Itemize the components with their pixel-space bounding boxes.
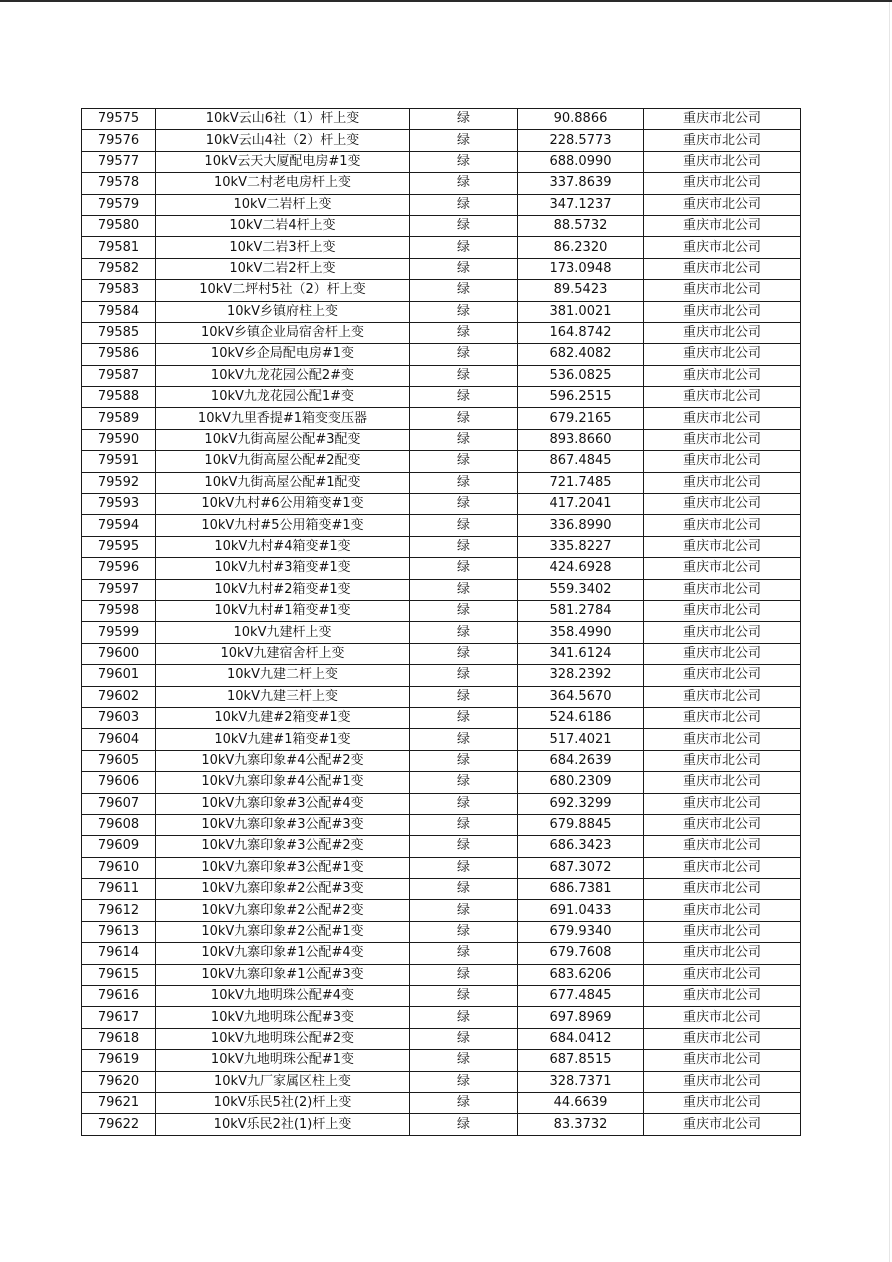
transformer-name-cell: 10kV九村#3箱变#1变	[156, 558, 410, 579]
value-cell: 687.3072	[518, 857, 644, 878]
value-cell: 44.6639	[518, 1092, 644, 1113]
table-row	[82, 622, 801, 643]
row-id-cell: 79622	[82, 1114, 156, 1135]
company-cell: 重庆市北公司	[644, 109, 801, 130]
table-row	[82, 237, 801, 258]
value-cell: 581.2784	[518, 600, 644, 621]
table-row	[82, 472, 801, 493]
company-cell: 重庆市北公司	[644, 515, 801, 536]
table-row	[82, 750, 801, 771]
company-cell: 重庆市北公司	[644, 750, 801, 771]
status-color-cell: 绿	[410, 857, 518, 878]
value-cell: 88.5732	[518, 215, 644, 236]
company-cell: 重庆市北公司	[644, 130, 801, 151]
company-cell: 重庆市北公司	[644, 986, 801, 1007]
value-cell: 381.0021	[518, 301, 644, 322]
status-color-cell: 绿	[410, 921, 518, 942]
company-cell: 重庆市北公司	[644, 451, 801, 472]
company-cell: 重庆市北公司	[644, 943, 801, 964]
transformer-name-cell: 10kV二岩2杆上变	[156, 258, 410, 279]
status-color-cell: 绿	[410, 643, 518, 664]
table-row	[82, 109, 801, 130]
status-color-cell: 绿	[410, 301, 518, 322]
row-id-cell: 79587	[82, 365, 156, 386]
table-row	[82, 1028, 801, 1049]
status-color-cell: 绿	[410, 1071, 518, 1092]
status-color-cell: 绿	[410, 408, 518, 429]
table-row	[82, 900, 801, 921]
company-cell: 重庆市北公司	[644, 429, 801, 450]
company-cell: 重庆市北公司	[644, 665, 801, 686]
transformer-name-cell: 10kV九龙花园公配2#变	[156, 365, 410, 386]
transformer-name-cell: 10kV九地明珠公配#3变	[156, 1007, 410, 1028]
table-row	[82, 130, 801, 151]
row-id-cell: 79615	[82, 964, 156, 985]
transformer-name-cell: 10kV九建二杆上变	[156, 665, 410, 686]
value-cell: 83.3732	[518, 1114, 644, 1135]
company-cell: 重庆市北公司	[644, 494, 801, 515]
status-color-cell: 绿	[410, 429, 518, 450]
status-color-cell: 绿	[410, 365, 518, 386]
row-id-cell: 79606	[82, 772, 156, 793]
value-cell: 682.4082	[518, 344, 644, 365]
company-cell: 重庆市北公司	[644, 622, 801, 643]
status-color-cell: 绿	[410, 109, 518, 130]
company-cell: 重庆市北公司	[644, 408, 801, 429]
value-cell: 893.8660	[518, 429, 644, 450]
transformer-name-cell: 10kV九地明珠公配#2变	[156, 1028, 410, 1049]
status-color-cell: 绿	[410, 665, 518, 686]
company-cell: 重庆市北公司	[644, 900, 801, 921]
row-id-cell: 79581	[82, 237, 156, 258]
transformer-name-cell: 10kV云山4社（2）杆上变	[156, 130, 410, 151]
value-cell: 677.4845	[518, 986, 644, 1007]
value-cell: 679.2165	[518, 408, 644, 429]
company-cell: 重庆市北公司	[644, 322, 801, 343]
row-id-cell: 79576	[82, 130, 156, 151]
value-cell: 559.3402	[518, 579, 644, 600]
row-id-cell: 79601	[82, 665, 156, 686]
status-color-cell: 绿	[410, 173, 518, 194]
transformer-name-cell: 10kV九建#2箱变#1变	[156, 707, 410, 728]
table-row	[82, 986, 801, 1007]
table-row	[82, 258, 801, 279]
value-cell: 86.2320	[518, 237, 644, 258]
row-id-cell: 79589	[82, 408, 156, 429]
value-cell: 328.2392	[518, 665, 644, 686]
value-cell: 347.1237	[518, 194, 644, 215]
transformer-name-cell: 10kV九建三杆上变	[156, 686, 410, 707]
company-cell: 重庆市北公司	[644, 1007, 801, 1028]
table-row	[82, 1092, 801, 1113]
value-cell: 679.8845	[518, 814, 644, 835]
status-color-cell: 绿	[410, 793, 518, 814]
row-id-cell: 79609	[82, 836, 156, 857]
table-row	[82, 301, 801, 322]
table-row	[82, 387, 801, 408]
row-id-cell: 79605	[82, 750, 156, 771]
company-cell: 重庆市北公司	[644, 472, 801, 493]
transformer-name-cell: 10kV九寨印象#3公配#1变	[156, 857, 410, 878]
status-color-cell: 绿	[410, 237, 518, 258]
row-id-cell: 79614	[82, 943, 156, 964]
row-id-cell: 79597	[82, 579, 156, 600]
table-row	[82, 1114, 801, 1135]
value-cell: 679.7608	[518, 943, 644, 964]
company-cell: 重庆市北公司	[644, 151, 801, 172]
status-color-cell: 绿	[410, 579, 518, 600]
row-id-cell: 79620	[82, 1071, 156, 1092]
company-cell: 重庆市北公司	[644, 258, 801, 279]
row-id-cell: 79577	[82, 151, 156, 172]
row-id-cell: 79610	[82, 857, 156, 878]
row-id-cell: 79593	[82, 494, 156, 515]
table-row	[82, 686, 801, 707]
row-id-cell: 79584	[82, 301, 156, 322]
company-cell: 重庆市北公司	[644, 729, 801, 750]
company-cell: 重庆市北公司	[644, 879, 801, 900]
table-row	[82, 665, 801, 686]
row-id-cell: 79607	[82, 793, 156, 814]
table-row	[82, 429, 801, 450]
table-row	[82, 814, 801, 835]
transformer-name-cell: 10kV九街高屋公配#1配变	[156, 472, 410, 493]
status-color-cell: 绿	[410, 1028, 518, 1049]
value-cell: 691.0433	[518, 900, 644, 921]
transformer-name-cell: 10kV九寨印象#1公配#4变	[156, 943, 410, 964]
row-id-cell: 79599	[82, 622, 156, 643]
transformer-name-cell: 10kV二坪村5社（2）杆上变	[156, 280, 410, 301]
status-color-cell: 绿	[410, 130, 518, 151]
value-cell: 358.4990	[518, 622, 644, 643]
row-id-cell: 79596	[82, 558, 156, 579]
company-cell: 重庆市北公司	[644, 237, 801, 258]
table-row	[82, 643, 801, 664]
company-cell: 重庆市北公司	[644, 301, 801, 322]
table-row	[82, 451, 801, 472]
status-color-cell: 绿	[410, 536, 518, 557]
transformer-name-cell: 10kV九寨印象#1公配#3变	[156, 964, 410, 985]
table-row	[82, 964, 801, 985]
row-id-cell: 79616	[82, 986, 156, 1007]
table-row	[82, 836, 801, 857]
company-cell: 重庆市北公司	[644, 686, 801, 707]
transformer-name-cell: 10kV云天大厦配电房#1变	[156, 151, 410, 172]
transformer-name-cell: 10kV二村老电房杆上变	[156, 173, 410, 194]
value-cell: 867.4845	[518, 451, 644, 472]
transformer-name-cell: 10kV九寨印象#4公配#1变	[156, 772, 410, 793]
transformer-table	[81, 108, 801, 1136]
value-cell: 721.7485	[518, 472, 644, 493]
value-cell: 536.0825	[518, 365, 644, 386]
transformer-name-cell: 10kV九寨印象#2公配#2变	[156, 900, 410, 921]
status-color-cell: 绿	[410, 322, 518, 343]
status-color-cell: 绿	[410, 494, 518, 515]
value-cell: 417.2041	[518, 494, 644, 515]
company-cell: 重庆市北公司	[644, 772, 801, 793]
row-id-cell: 79578	[82, 173, 156, 194]
table-row	[82, 729, 801, 750]
transformer-name-cell: 10kV九街高屋公配#2配变	[156, 451, 410, 472]
status-color-cell: 绿	[410, 943, 518, 964]
row-id-cell: 79602	[82, 686, 156, 707]
status-color-cell: 绿	[410, 707, 518, 728]
status-color-cell: 绿	[410, 600, 518, 621]
table-row	[82, 707, 801, 728]
company-cell: 重庆市北公司	[644, 344, 801, 365]
value-cell: 337.8639	[518, 173, 644, 194]
row-id-cell: 79586	[82, 344, 156, 365]
transformer-name-cell: 10kV九村#4箱变#1变	[156, 536, 410, 557]
transformer-name-cell: 10kV九寨印象#2公配#3变	[156, 879, 410, 900]
status-color-cell: 绿	[410, 344, 518, 365]
transformer-name-cell: 10kV九建宿舍杆上变	[156, 643, 410, 664]
row-id-cell: 79598	[82, 600, 156, 621]
row-id-cell: 79612	[82, 900, 156, 921]
company-cell: 重庆市北公司	[644, 1114, 801, 1135]
table-row	[82, 558, 801, 579]
status-color-cell: 绿	[410, 1050, 518, 1071]
row-id-cell: 79575	[82, 109, 156, 130]
status-color-cell: 绿	[410, 387, 518, 408]
row-id-cell: 79591	[82, 451, 156, 472]
table-row	[82, 536, 801, 557]
row-id-cell: 79613	[82, 921, 156, 942]
status-color-cell: 绿	[410, 750, 518, 771]
status-color-cell: 绿	[410, 558, 518, 579]
status-color-cell: 绿	[410, 1114, 518, 1135]
transformer-name-cell: 10kV九街高屋公配#3配变	[156, 429, 410, 450]
company-cell: 重庆市北公司	[644, 793, 801, 814]
company-cell: 重庆市北公司	[644, 194, 801, 215]
value-cell: 687.8515	[518, 1050, 644, 1071]
table-row	[82, 344, 801, 365]
table-row	[82, 365, 801, 386]
transformer-name-cell: 10kV二岩杆上变	[156, 194, 410, 215]
status-color-cell: 绿	[410, 879, 518, 900]
status-color-cell: 绿	[410, 1092, 518, 1113]
row-id-cell: 79608	[82, 814, 156, 835]
company-cell: 重庆市北公司	[644, 280, 801, 301]
company-cell: 重庆市北公司	[644, 643, 801, 664]
company-cell: 重庆市北公司	[644, 964, 801, 985]
company-cell: 重庆市北公司	[644, 365, 801, 386]
transformer-name-cell: 10kV九寨印象#3公配#3变	[156, 814, 410, 835]
company-cell: 重庆市北公司	[644, 1071, 801, 1092]
table-row	[82, 1007, 801, 1028]
status-color-cell: 绿	[410, 472, 518, 493]
transformer-name-cell: 10kV九建杆上变	[156, 622, 410, 643]
page-top-border	[0, 0, 892, 2]
value-cell: 424.6928	[518, 558, 644, 579]
company-cell: 重庆市北公司	[644, 1028, 801, 1049]
status-color-cell: 绿	[410, 772, 518, 793]
transformer-name-cell: 10kV九村#5公用箱变#1变	[156, 515, 410, 536]
company-cell: 重庆市北公司	[644, 707, 801, 728]
value-cell: 364.5670	[518, 686, 644, 707]
transformer-name-cell: 10kV九村#6公用箱变#1变	[156, 494, 410, 515]
transformer-name-cell: 10kV九地明珠公配#4变	[156, 986, 410, 1007]
table-row	[82, 857, 801, 878]
value-cell: 517.4021	[518, 729, 644, 750]
status-color-cell: 绿	[410, 686, 518, 707]
table-row	[82, 921, 801, 942]
company-cell: 重庆市北公司	[644, 387, 801, 408]
transformer-name-cell: 10kV九厂家属区柱上变	[156, 1071, 410, 1092]
row-id-cell: 79583	[82, 280, 156, 301]
status-color-cell: 绿	[410, 729, 518, 750]
status-color-cell: 绿	[410, 986, 518, 1007]
value-cell: 688.0990	[518, 151, 644, 172]
transformer-name-cell: 10kV九寨印象#3公配#4变	[156, 793, 410, 814]
row-id-cell: 79579	[82, 194, 156, 215]
table-row	[82, 943, 801, 964]
company-cell: 重庆市北公司	[644, 215, 801, 236]
value-cell: 524.6186	[518, 707, 644, 728]
transformer-name-cell: 10kV乡企局配电房#1变	[156, 344, 410, 365]
row-id-cell: 79611	[82, 879, 156, 900]
value-cell: 335.8227	[518, 536, 644, 557]
company-cell: 重庆市北公司	[644, 1050, 801, 1071]
status-color-cell: 绿	[410, 451, 518, 472]
transformer-name-cell: 10kV乡镇企业局宿舍杆上变	[156, 322, 410, 343]
status-color-cell: 绿	[410, 836, 518, 857]
status-color-cell: 绿	[410, 215, 518, 236]
table-row	[82, 194, 801, 215]
table-body	[82, 109, 801, 1136]
row-id-cell: 79585	[82, 322, 156, 343]
value-cell: 683.6206	[518, 964, 644, 985]
table-row	[82, 173, 801, 194]
table-row	[82, 579, 801, 600]
value-cell: 596.2515	[518, 387, 644, 408]
status-color-cell: 绿	[410, 151, 518, 172]
row-id-cell: 79588	[82, 387, 156, 408]
table-row	[82, 494, 801, 515]
transformer-name-cell: 10kV九龙花园公配1#变	[156, 387, 410, 408]
value-cell: 89.5423	[518, 280, 644, 301]
transformer-name-cell: 10kV乐民5社(2)杆上变	[156, 1092, 410, 1113]
transformer-name-cell: 10kV九村#2箱变#1变	[156, 579, 410, 600]
value-cell: 228.5773	[518, 130, 644, 151]
table-row	[82, 1050, 801, 1071]
table-row	[82, 772, 801, 793]
company-cell: 重庆市北公司	[644, 579, 801, 600]
value-cell: 697.8969	[518, 1007, 644, 1028]
status-color-cell: 绿	[410, 258, 518, 279]
row-id-cell: 79603	[82, 707, 156, 728]
transformer-name-cell: 10kV九寨印象#4公配#2变	[156, 750, 410, 771]
transformer-name-cell: 10kV九里香提#1箱变变压器	[156, 408, 410, 429]
transformer-name-cell: 10kV云山6社（1）杆上变	[156, 109, 410, 130]
status-color-cell: 绿	[410, 280, 518, 301]
transformer-name-cell: 10kV二岩4杆上变	[156, 215, 410, 236]
table-row	[82, 793, 801, 814]
value-cell: 328.7371	[518, 1071, 644, 1092]
row-id-cell: 79592	[82, 472, 156, 493]
row-id-cell: 79590	[82, 429, 156, 450]
value-cell: 90.8866	[518, 109, 644, 130]
value-cell: 679.9340	[518, 921, 644, 942]
value-cell: 173.0948	[518, 258, 644, 279]
status-color-cell: 绿	[410, 964, 518, 985]
company-cell: 重庆市北公司	[644, 921, 801, 942]
transformer-name-cell: 10kV九地明珠公配#1变	[156, 1050, 410, 1071]
company-cell: 重庆市北公司	[644, 600, 801, 621]
value-cell: 336.8990	[518, 515, 644, 536]
row-id-cell: 79618	[82, 1028, 156, 1049]
value-cell: 692.3299	[518, 793, 644, 814]
row-id-cell: 79600	[82, 643, 156, 664]
status-color-cell: 绿	[410, 622, 518, 643]
row-id-cell: 79621	[82, 1092, 156, 1113]
table-row	[82, 322, 801, 343]
status-color-cell: 绿	[410, 515, 518, 536]
value-cell: 684.0412	[518, 1028, 644, 1049]
table-row	[82, 1071, 801, 1092]
transformer-name-cell: 10kV九寨印象#3公配#2变	[156, 836, 410, 857]
company-cell: 重庆市北公司	[644, 536, 801, 557]
transformer-name-cell: 10kV九寨印象#2公配#1变	[156, 921, 410, 942]
company-cell: 重庆市北公司	[644, 1092, 801, 1113]
transformer-name-cell: 10kV九村#1箱变#1变	[156, 600, 410, 621]
row-id-cell: 79619	[82, 1050, 156, 1071]
value-cell: 686.3423	[518, 836, 644, 857]
status-color-cell: 绿	[410, 814, 518, 835]
row-id-cell: 79595	[82, 536, 156, 557]
transformer-name-cell: 10kV九建#1箱变#1变	[156, 729, 410, 750]
table-row	[82, 151, 801, 172]
table-row	[82, 879, 801, 900]
table-row	[82, 215, 801, 236]
value-cell: 164.8742	[518, 322, 644, 343]
row-id-cell: 79580	[82, 215, 156, 236]
value-cell: 686.7381	[518, 879, 644, 900]
status-color-cell: 绿	[410, 194, 518, 215]
row-id-cell: 79594	[82, 515, 156, 536]
table-row	[82, 408, 801, 429]
row-id-cell: 79604	[82, 729, 156, 750]
company-cell: 重庆市北公司	[644, 173, 801, 194]
transformer-name-cell: 10kV乐民2社(1)杆上变	[156, 1114, 410, 1135]
company-cell: 重庆市北公司	[644, 857, 801, 878]
page-right-edge	[889, 2, 890, 1262]
value-cell: 341.6124	[518, 643, 644, 664]
value-cell: 684.2639	[518, 750, 644, 771]
row-id-cell: 79582	[82, 258, 156, 279]
status-color-cell: 绿	[410, 900, 518, 921]
company-cell: 重庆市北公司	[644, 558, 801, 579]
transformer-name-cell: 10kV二岩3杆上变	[156, 237, 410, 258]
table-row	[82, 600, 801, 621]
status-color-cell: 绿	[410, 1007, 518, 1028]
company-cell: 重庆市北公司	[644, 814, 801, 835]
table-row	[82, 280, 801, 301]
value-cell: 680.2309	[518, 772, 644, 793]
table-row	[82, 515, 801, 536]
transformer-name-cell: 10kV乡镇府柱上变	[156, 301, 410, 322]
row-id-cell: 79617	[82, 1007, 156, 1028]
company-cell: 重庆市北公司	[644, 836, 801, 857]
